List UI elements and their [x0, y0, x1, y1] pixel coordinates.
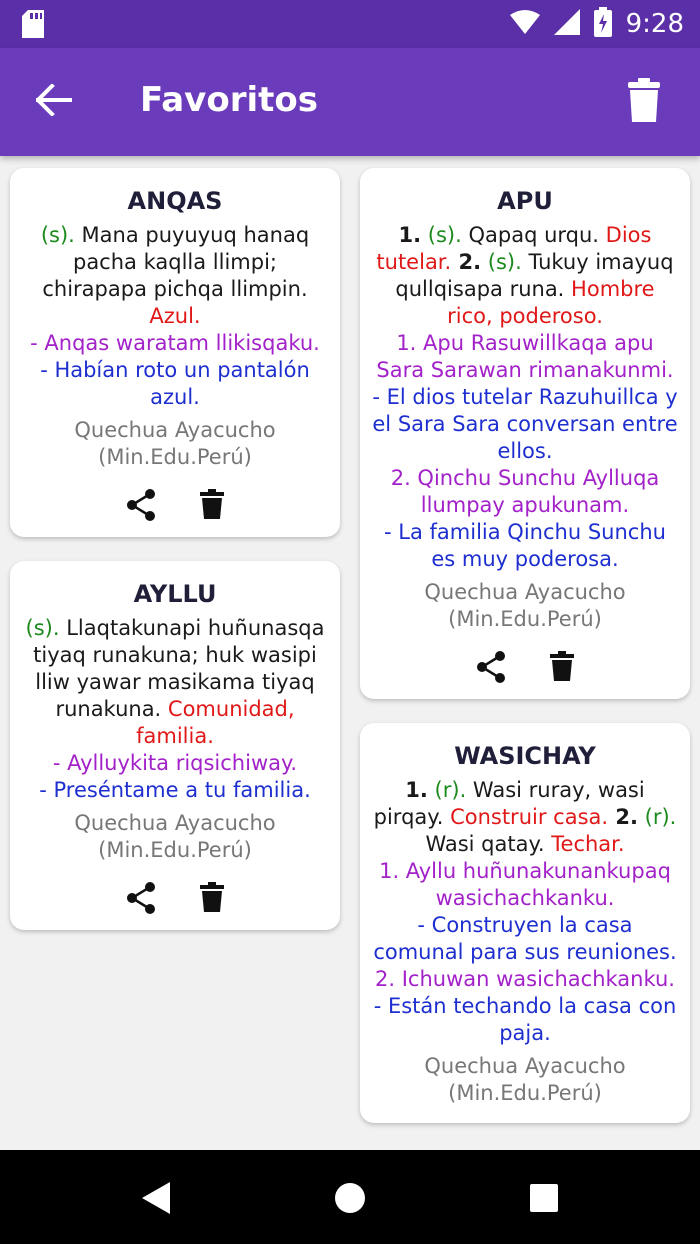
spanish-translation: Construir casa.: [443, 805, 609, 829]
right-column: [360, 168, 690, 1147]
part-of-speech: (s).: [40, 223, 75, 247]
signal-icon: [554, 9, 580, 39]
entry-word: WASICHAY: [454, 742, 596, 770]
favorite-card-apu: [360, 168, 690, 699]
definition-text: Tukuy imayuq qullqisapa runa.: [395, 250, 674, 301]
entry-definition: [22, 222, 328, 330]
sense-number: 2.: [451, 250, 482, 274]
definition-text: Qapaq urqu.: [461, 223, 599, 247]
navigation-bar: [0, 1150, 700, 1244]
app-bar: [0, 48, 700, 156]
home-circle-icon[interactable]: [334, 1182, 366, 1218]
sense-number: 1.: [405, 778, 428, 802]
card-actions: [22, 882, 328, 914]
arrow-left-icon[interactable]: [36, 84, 76, 120]
definition-text: Wasi ruray, wasi pirqay.: [373, 778, 645, 829]
spanish-translation: Comunidad, familia.: [136, 697, 295, 748]
wifi-icon: [510, 10, 540, 38]
source-label: Quechua Ayacucho (Min.Edu.Perú): [424, 580, 626, 631]
source-label: Quechua Ayacucho (Min.Edu.Perú): [74, 418, 276, 469]
quechua-example: 2. Ichuwan wasichachkanku.: [375, 967, 675, 991]
spanish-translation: Hombre rico, poderoso.: [447, 277, 655, 328]
quechua-example: - Anqas waratam llikisqaku.: [30, 331, 320, 355]
part-of-speech: (r).: [427, 778, 467, 802]
trash-icon[interactable]: [550, 651, 574, 683]
trash-icon[interactable]: [200, 489, 224, 521]
spanish-example: - Construyen la casa comunal para sus reuniones.: [373, 913, 677, 964]
quechua-example: 2. Qinchu Sunchu Aylluqa llumpay apukunam.: [390, 466, 660, 517]
sd-card-icon: [22, 10, 44, 42]
spanish-example: - La familia Qinchu Sunchu es muy poderosa.: [384, 520, 666, 571]
spanish-translation: Techar.: [544, 832, 625, 856]
spanish-translation: Dios tutelar.: [376, 223, 652, 274]
share-icon[interactable]: [476, 651, 506, 683]
entry-word: ANQAS: [127, 187, 223, 215]
share-icon[interactable]: [126, 882, 156, 914]
entry-word: APU: [497, 187, 553, 215]
part-of-speech: (r).: [637, 805, 677, 829]
sense-number: 1.: [398, 223, 422, 247]
page-title: Favoritos: [140, 80, 318, 120]
battery-icon: [594, 7, 612, 41]
spanish-example: - Están techando la casa con paja.: [373, 994, 677, 1045]
card-actions: [372, 651, 678, 683]
back-triangle-icon[interactable]: [140, 1182, 170, 1218]
status-time: 9:28: [625, 9, 684, 39]
entry-definition: [22, 615, 328, 750]
trash-can-icon[interactable]: [626, 78, 662, 128]
part-of-speech: (s).: [25, 616, 60, 640]
favorite-card-ayllu: [10, 561, 340, 930]
definition-text: Wasi qatay.: [425, 832, 545, 856]
definition-text: Llaqtakunapi huñunasqa tiyaq runakuna; huk wasipi lliw yawar masikama tiyaq runakuna.: [33, 616, 325, 721]
spanish-example: - El dios tutelar Razuhuillca y el Sara Sara conversan entre ellos.: [372, 385, 678, 463]
spanish-translation: Azul.: [149, 304, 201, 328]
sense-number: 2.: [608, 805, 638, 829]
entry-definition: [372, 222, 678, 330]
trash-icon[interactable]: [200, 882, 224, 914]
part-of-speech: (s).: [421, 223, 462, 247]
entry-word: AYLLU: [133, 580, 217, 608]
spanish-example: - Preséntame a tu familia.: [39, 778, 311, 802]
source-label: Quechua Ayacucho (Min.Edu.Perú): [424, 1054, 626, 1105]
favorite-card-wasichay: [360, 723, 690, 1123]
part-of-speech: (s).: [481, 250, 522, 274]
favorite-card-anqas: [10, 168, 340, 537]
source-label: Quechua Ayacucho (Min.Edu.Perú): [74, 811, 276, 862]
recents-square-icon[interactable]: [530, 1182, 558, 1216]
left-column: [10, 168, 340, 954]
entry-definition: [372, 777, 678, 858]
spanish-example: - Habían roto un pantalón azul.: [40, 358, 310, 409]
quechua-example: 1. Ayllu huñunakunankupaq wasichachkanku.: [379, 859, 671, 910]
quechua-example: - Aylluykita riqsichiway.: [52, 751, 298, 775]
quechua-example: 1. Apu Rasuwillkaqa apu Sara Sarawan rimanakunmi.: [376, 331, 674, 382]
card-actions: [22, 489, 328, 521]
definition-text: Mana puyuyuq hanaq pacha kaqlla llimpi; chirapapa pichqa llimpin.: [42, 223, 310, 301]
status-bar: [0, 0, 700, 48]
share-icon[interactable]: [126, 489, 156, 521]
